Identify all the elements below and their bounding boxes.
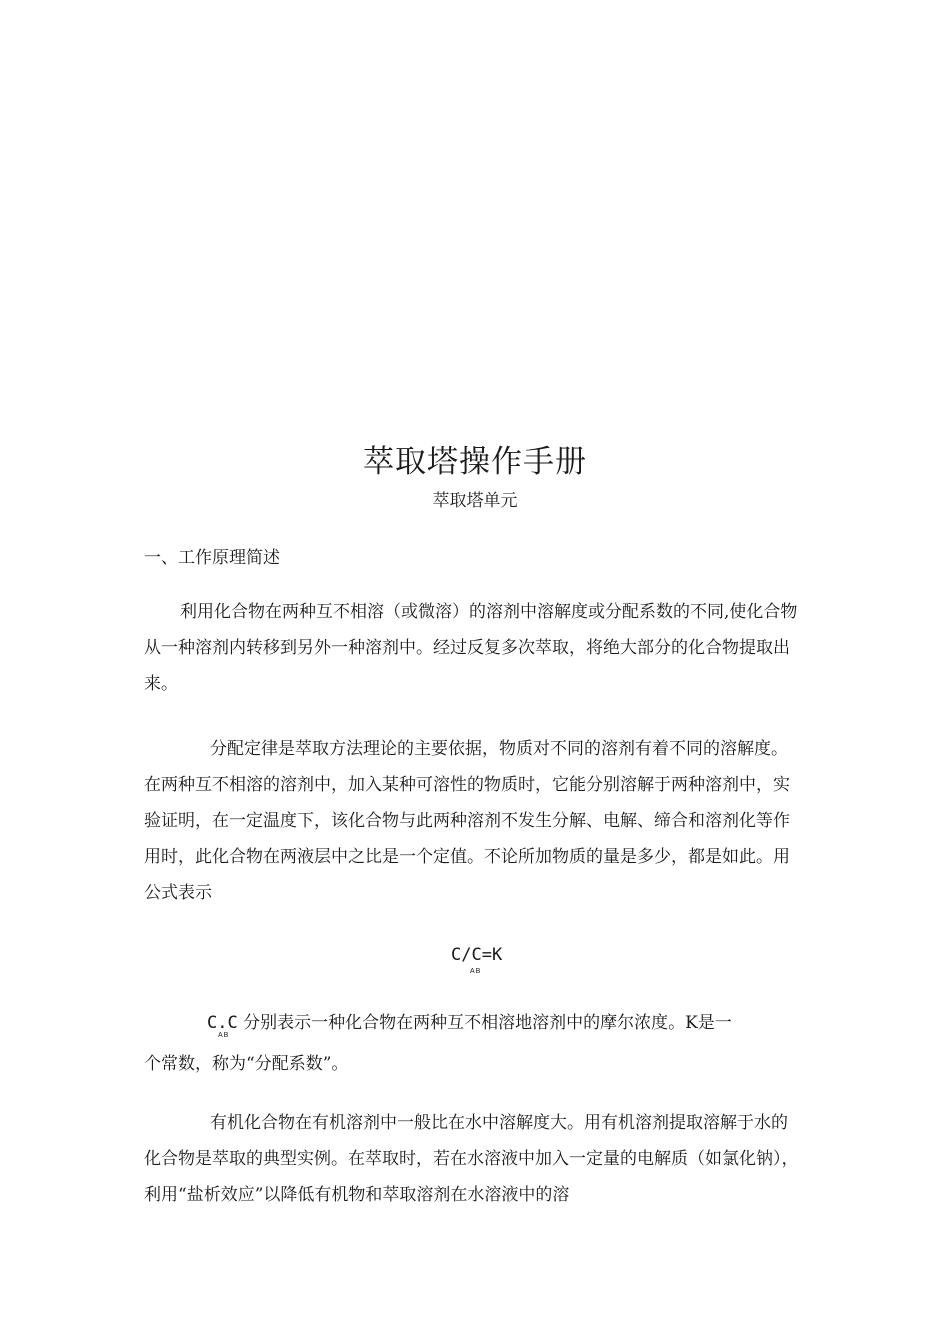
document-title: 萃取塔操作手册 <box>363 444 587 480</box>
concentration-variables: C.C <box>207 1013 238 1033</box>
paragraph-coefficient-line1 <box>207 1005 732 1041</box>
paragraph-distribution-law: 分配定律是萃取方法理论的主要依据，物质对不同的溶剂有着不同的溶解度。在两种互不相溶的溶剂中，加入某种可溶性的物质时，它能分别溶解于两种溶剂中，实验证明，在一定温度下，该化合物与此两种溶剂不发生分解、电解、缔合和溶剂化等作用时，此化合物在两液层中之比是一个定值。不论所加物质的量是多少，都是如此。用公式表示 <box>144 739 790 903</box>
formula: C/C=K <box>451 945 503 965</box>
section-heading: 一、工作原理简述 <box>144 548 280 568</box>
formula-subscript: AB <box>470 968 482 975</box>
paragraph-coefficient-text: 分别表示一种化合物在两种互不相溶地溶剂中的摩尔浓度。K是一 <box>243 1013 732 1033</box>
concentration-subscript: AB <box>218 1032 230 1039</box>
paragraph-organic-extraction: 有机化合物在有机溶剂中一般比在水中溶解度大。用有机溶剂提取溶解于水的化合物是萃取的典型实例。在萃取时，若在水溶液中加入一定量的电解质（如氯化钠），利用“盐析效应”以降低有机物和萃取溶剂在水溶液中的溶 <box>144 1113 799 1205</box>
paragraph-principle: 利用化合物在两种互不相溶（或微溶）的溶剂中溶解度或分配系数的不同,使化合物从一种溶剂内转移到另外一种溶剂中。经过反复多次萃取，将绝大部分的化合物提取出来。 <box>144 602 798 694</box>
document-subtitle: 萃取塔单元 <box>432 491 518 511</box>
paragraph-coefficient-line2: 个常数，称为“分配系数”。 <box>144 1054 349 1074</box>
